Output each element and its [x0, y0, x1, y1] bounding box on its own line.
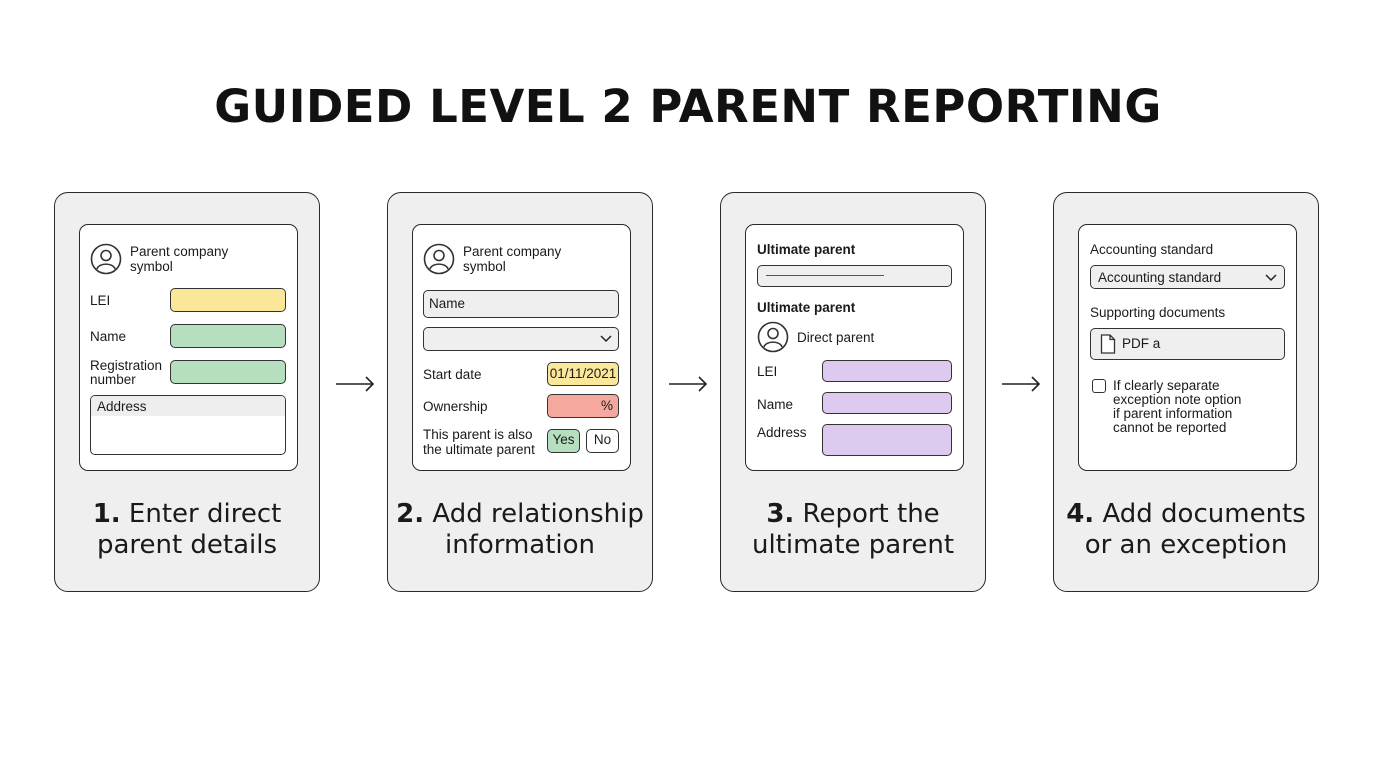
step-1-caption: [55, 499, 319, 561]
step-2-card: [387, 192, 653, 592]
ultimate-parent-label-2: Ultimate parent: [757, 300, 856, 315]
lei-field[interactable]: [822, 360, 952, 382]
address-label: Address: [757, 425, 807, 440]
header-line-1: Parent company: [463, 244, 562, 259]
document-icon: [1100, 334, 1116, 354]
step-number: 4.: [1066, 499, 1095, 529]
ownership-field[interactable]: [547, 394, 619, 418]
lei-label: LEI: [757, 364, 778, 379]
step-number: 2.: [396, 499, 425, 529]
pdf-file-label: PDF a: [1122, 336, 1161, 351]
caption-line-2: information: [444, 530, 596, 560]
page-title: GUIDED LEVEL 2 PARENT REPORTING: [214, 80, 1162, 133]
ultimate-question-line-2: the ultimate parent: [423, 442, 535, 457]
exception-checkbox[interactable]: [1092, 379, 1106, 393]
pdf-upload-field[interactable]: [1090, 328, 1285, 360]
chevron-down-icon: [600, 334, 612, 344]
step-number: 3.: [766, 499, 795, 529]
step-4-card: [1053, 192, 1319, 592]
registration-label-line-2: number: [90, 372, 136, 387]
arrow-right-icon: [1001, 374, 1041, 394]
address-label: Address: [97, 399, 147, 414]
accounting-standard-label: Accounting standard: [1090, 242, 1214, 257]
step-3-caption: [721, 499, 985, 561]
arrow-right-icon: [668, 374, 708, 394]
user-avatar-icon: [423, 243, 455, 275]
name-placeholder: Name: [429, 296, 466, 311]
start-date-field[interactable]: [547, 362, 619, 386]
direct-parent-label: Direct parent: [797, 330, 875, 345]
name-field[interactable]: [170, 324, 286, 348]
step-1-card: [54, 192, 320, 592]
chevron-down-icon: [1265, 273, 1277, 283]
relationship-select[interactable]: [423, 327, 619, 351]
caption-line-1: Report the: [802, 499, 940, 529]
header-line-1: Parent company: [130, 244, 229, 259]
header-line-2: symbol: [463, 259, 506, 274]
step-number: 1.: [92, 499, 121, 529]
ownership-percent: %: [600, 398, 613, 413]
caption-line-2: ultimate parent: [751, 530, 955, 560]
start-date-label: Start date: [423, 367, 482, 382]
lei-field[interactable]: [170, 288, 286, 312]
registration-field[interactable]: [170, 360, 286, 384]
ultimate-question-line-1: This parent is also: [423, 427, 533, 442]
accounting-standard-select[interactable]: [1090, 265, 1285, 289]
name-label: Name: [757, 397, 794, 412]
no-button[interactable]: No: [586, 429, 619, 453]
accounting-standard-value: Accounting standard: [1098, 270, 1222, 285]
start-date-value: 01/11/2021: [549, 366, 617, 381]
step-3-card: [720, 192, 986, 592]
exception-text-line-3: if parent information: [1113, 406, 1233, 421]
address-field[interactable]: [90, 395, 286, 455]
header-line-2: symbol: [130, 259, 173, 274]
user-avatar-icon: [757, 321, 789, 353]
step-3-form: [745, 224, 964, 471]
supporting-documents-label: Supporting documents: [1090, 305, 1226, 320]
caption-line-1: Add relationship: [432, 499, 644, 529]
exception-text-line-2: exception note option: [1113, 392, 1242, 407]
step-2-caption: [388, 499, 652, 561]
exception-text-line-4: cannot be reported: [1113, 420, 1227, 435]
ultimate-parent-field[interactable]: [757, 265, 952, 287]
name-field[interactable]: [822, 392, 952, 414]
exception-text-line-1: If clearly separate: [1113, 378, 1220, 393]
registration-label-line-1: Registration: [90, 358, 163, 373]
lei-label: LEI: [90, 293, 111, 308]
ownership-label: Ownership: [423, 399, 488, 414]
step-2-form: [412, 224, 631, 471]
step-4-caption: [1054, 499, 1318, 561]
ultimate-parent-label: Ultimate parent: [757, 242, 856, 257]
address-field[interactable]: [822, 424, 952, 456]
caption-line-1: Add documents: [1102, 499, 1306, 529]
user-avatar-icon: [90, 243, 122, 275]
step-4-form: [1078, 224, 1297, 471]
caption-line-2: parent details: [96, 530, 278, 560]
name-label: Name: [90, 329, 127, 344]
caption-line-1: Enter direct: [128, 499, 282, 529]
arrow-right-icon: [335, 374, 375, 394]
caption-line-2: or an exception: [1084, 530, 1288, 560]
name-input[interactable]: [423, 290, 619, 318]
step-1-form: [79, 224, 298, 471]
yes-button[interactable]: Yes: [547, 429, 580, 453]
